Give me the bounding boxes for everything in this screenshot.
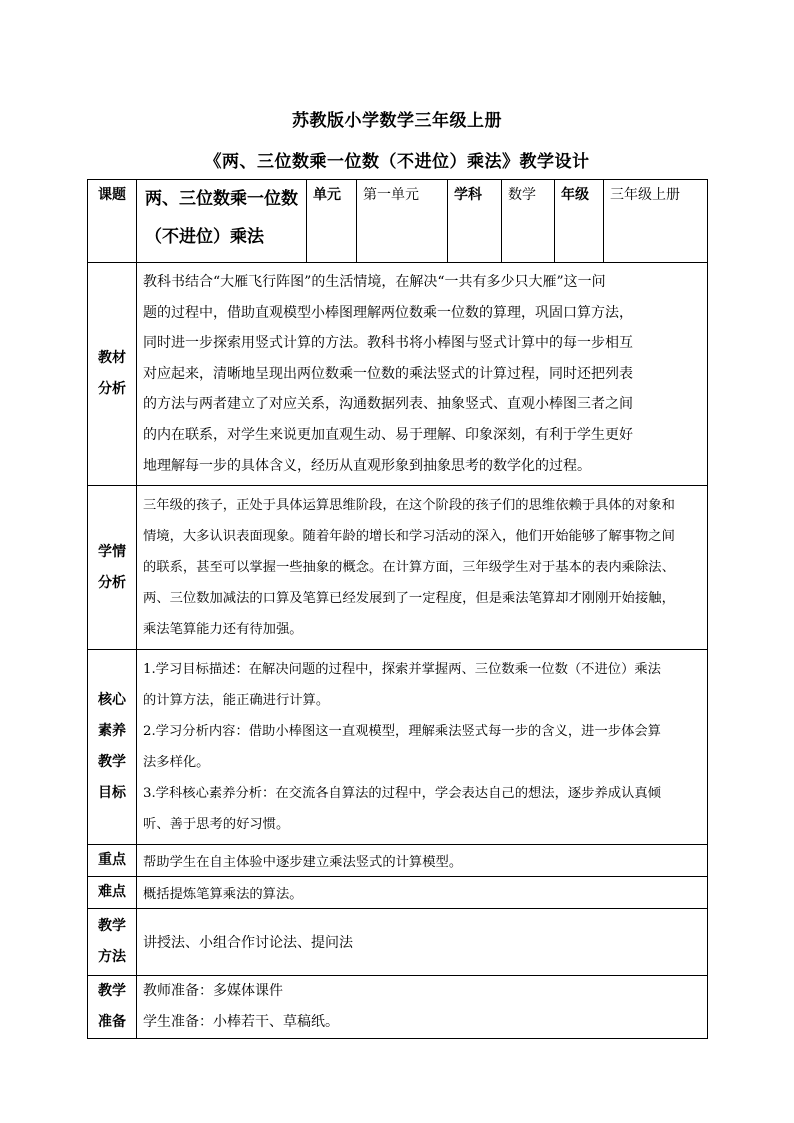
unit-label: 单元: [307, 180, 357, 263]
text-line: 乘法笔算能力还有待加强。: [143, 622, 303, 638]
text-line: 3.学科核心素养分析：在交流各自算法的过程中，学会表达自己的想法，逐步养成认真倾: [143, 786, 661, 802]
teaching-goals-label: [88, 650, 137, 845]
text-line: 听、善于思考的好习惯。: [143, 817, 290, 833]
label-line: 分析: [98, 574, 126, 591]
text-line: 情境，大多认识表面现象。随着年龄的增长和学习活动的深入，他们开始能够了解事物之间: [143, 529, 675, 545]
teaching-method-row: [88, 909, 708, 976]
grade-label: 年级: [555, 180, 604, 263]
document-subtitle: 《两、三位数乘一位数（不进位）乘法》教学设计: [204, 152, 590, 172]
text-line: 的联系，甚至可以掌握一些抽象的概念。在计算方面，三年级学生对于基本的表内乘除法、: [143, 560, 675, 576]
text-line: 教科书结合“大雁飞行阵图”的生活情境，在解决“一共有多少只大雁”这一问: [143, 274, 606, 290]
label-line: 准备: [98, 1014, 126, 1031]
text-line: 的内在联系，对学生来说更加直观生动、易于理解、印象深刻，有利于学生更好: [143, 426, 633, 443]
text-line: 教师准备：多媒体课件: [143, 983, 283, 1000]
teaching-method-text: 讲授法、小组合作讨论法、提问法: [137, 909, 708, 976]
text-line: 的方法与两者建立了对应关系，沟通数据列表、抽象竖式、直观小棒图三者之间: [143, 396, 633, 413]
lesson-plan-table: [87, 179, 708, 1039]
label-line: 教材: [98, 350, 126, 367]
text-line: 对应起来，清晰地呈现出两位数乘一位数的乘法竖式的计算过程，同时还把列表: [143, 365, 633, 382]
label-line: 核心: [98, 692, 126, 709]
subject-value: 数学: [502, 180, 555, 263]
student-analysis-label: [88, 486, 137, 650]
text-line: 1.学习目标描述：在解决问题的过程中，探索并掌握两、三位数乘一位数（不进位）乘法: [143, 662, 661, 678]
teaching-method-label: [88, 909, 137, 976]
text-line: 同时进一步探索用竖式计算的方法。教科书将小棒图与竖式计算中的每一步相互: [143, 335, 633, 352]
document-title: 苏教版小学数学三年级上册: [292, 111, 502, 131]
student-analysis-text: [137, 486, 708, 650]
text-line: 法多样化。: [143, 755, 210, 771]
label-line: 目标: [98, 785, 126, 802]
label-line: 方法: [98, 949, 126, 966]
difficulty-label: 难点: [88, 877, 137, 909]
label-line: 素养: [98, 723, 126, 740]
course-label: 课题: [88, 180, 137, 263]
student-analysis-row: [88, 486, 708, 650]
subject-label: 学科: [448, 180, 502, 263]
label-line: 教学: [98, 983, 126, 1000]
key-point-label: 重点: [88, 845, 137, 877]
text-line: 三年级的孩子，正处于具体运算思维阶段，在这个阶段的孩子们的思维依赖于具体的对象和: [143, 498, 675, 514]
label-line: 学情: [98, 543, 126, 560]
teaching-goals-row: [88, 650, 708, 845]
textbook-analysis-text: [137, 263, 708, 486]
header-row: [88, 180, 708, 263]
unit-value: 第一单元: [357, 180, 448, 263]
difficulty-text: 概括提炼笔算乘法的算法。: [137, 877, 708, 909]
text-line: 两、三位数加减法的口算及笔算已经发展到了一定程度，但是乘法笔算却才刚刚开始接触，: [143, 591, 675, 607]
key-point-text: 帮助学生在自主体验中逐步建立乘法竖式的计算模型。: [137, 845, 708, 877]
label-line: 教学: [98, 918, 126, 935]
label-line: 分析: [98, 381, 126, 398]
label-line: 教学: [98, 754, 126, 771]
grade-value: 三年级上册: [604, 180, 708, 263]
preparation-label: [88, 976, 137, 1039]
preparation-row: [88, 976, 708, 1039]
text-line: 学生准备：小棒若干、草稿纸。: [143, 1014, 339, 1031]
textbook-analysis-row: [88, 263, 708, 486]
course-name: 两、三位数乘一位数（不进位）乘法: [137, 180, 307, 263]
text-line: 的计算方法，能正确进行计算。: [143, 693, 330, 709]
text-line: 2.学习分析内容：借助小棒图这一直观模型，理解乘法竖式每一步的含义，进一步体会算: [143, 724, 661, 740]
textbook-analysis-label: [88, 263, 137, 486]
text-line: 题的过程中，借助直观模型小棒图理解两位数乘一位数的算理，巩固口算方法，: [143, 304, 633, 321]
teaching-goals-text: [137, 650, 708, 845]
difficulty-row: [88, 877, 708, 909]
preparation-text: [137, 976, 708, 1039]
text-line: 地理解每一步的具体含义，经历从直观形象到抽象思考的数学化的过程。: [143, 457, 591, 474]
key-point-row: [88, 845, 708, 877]
